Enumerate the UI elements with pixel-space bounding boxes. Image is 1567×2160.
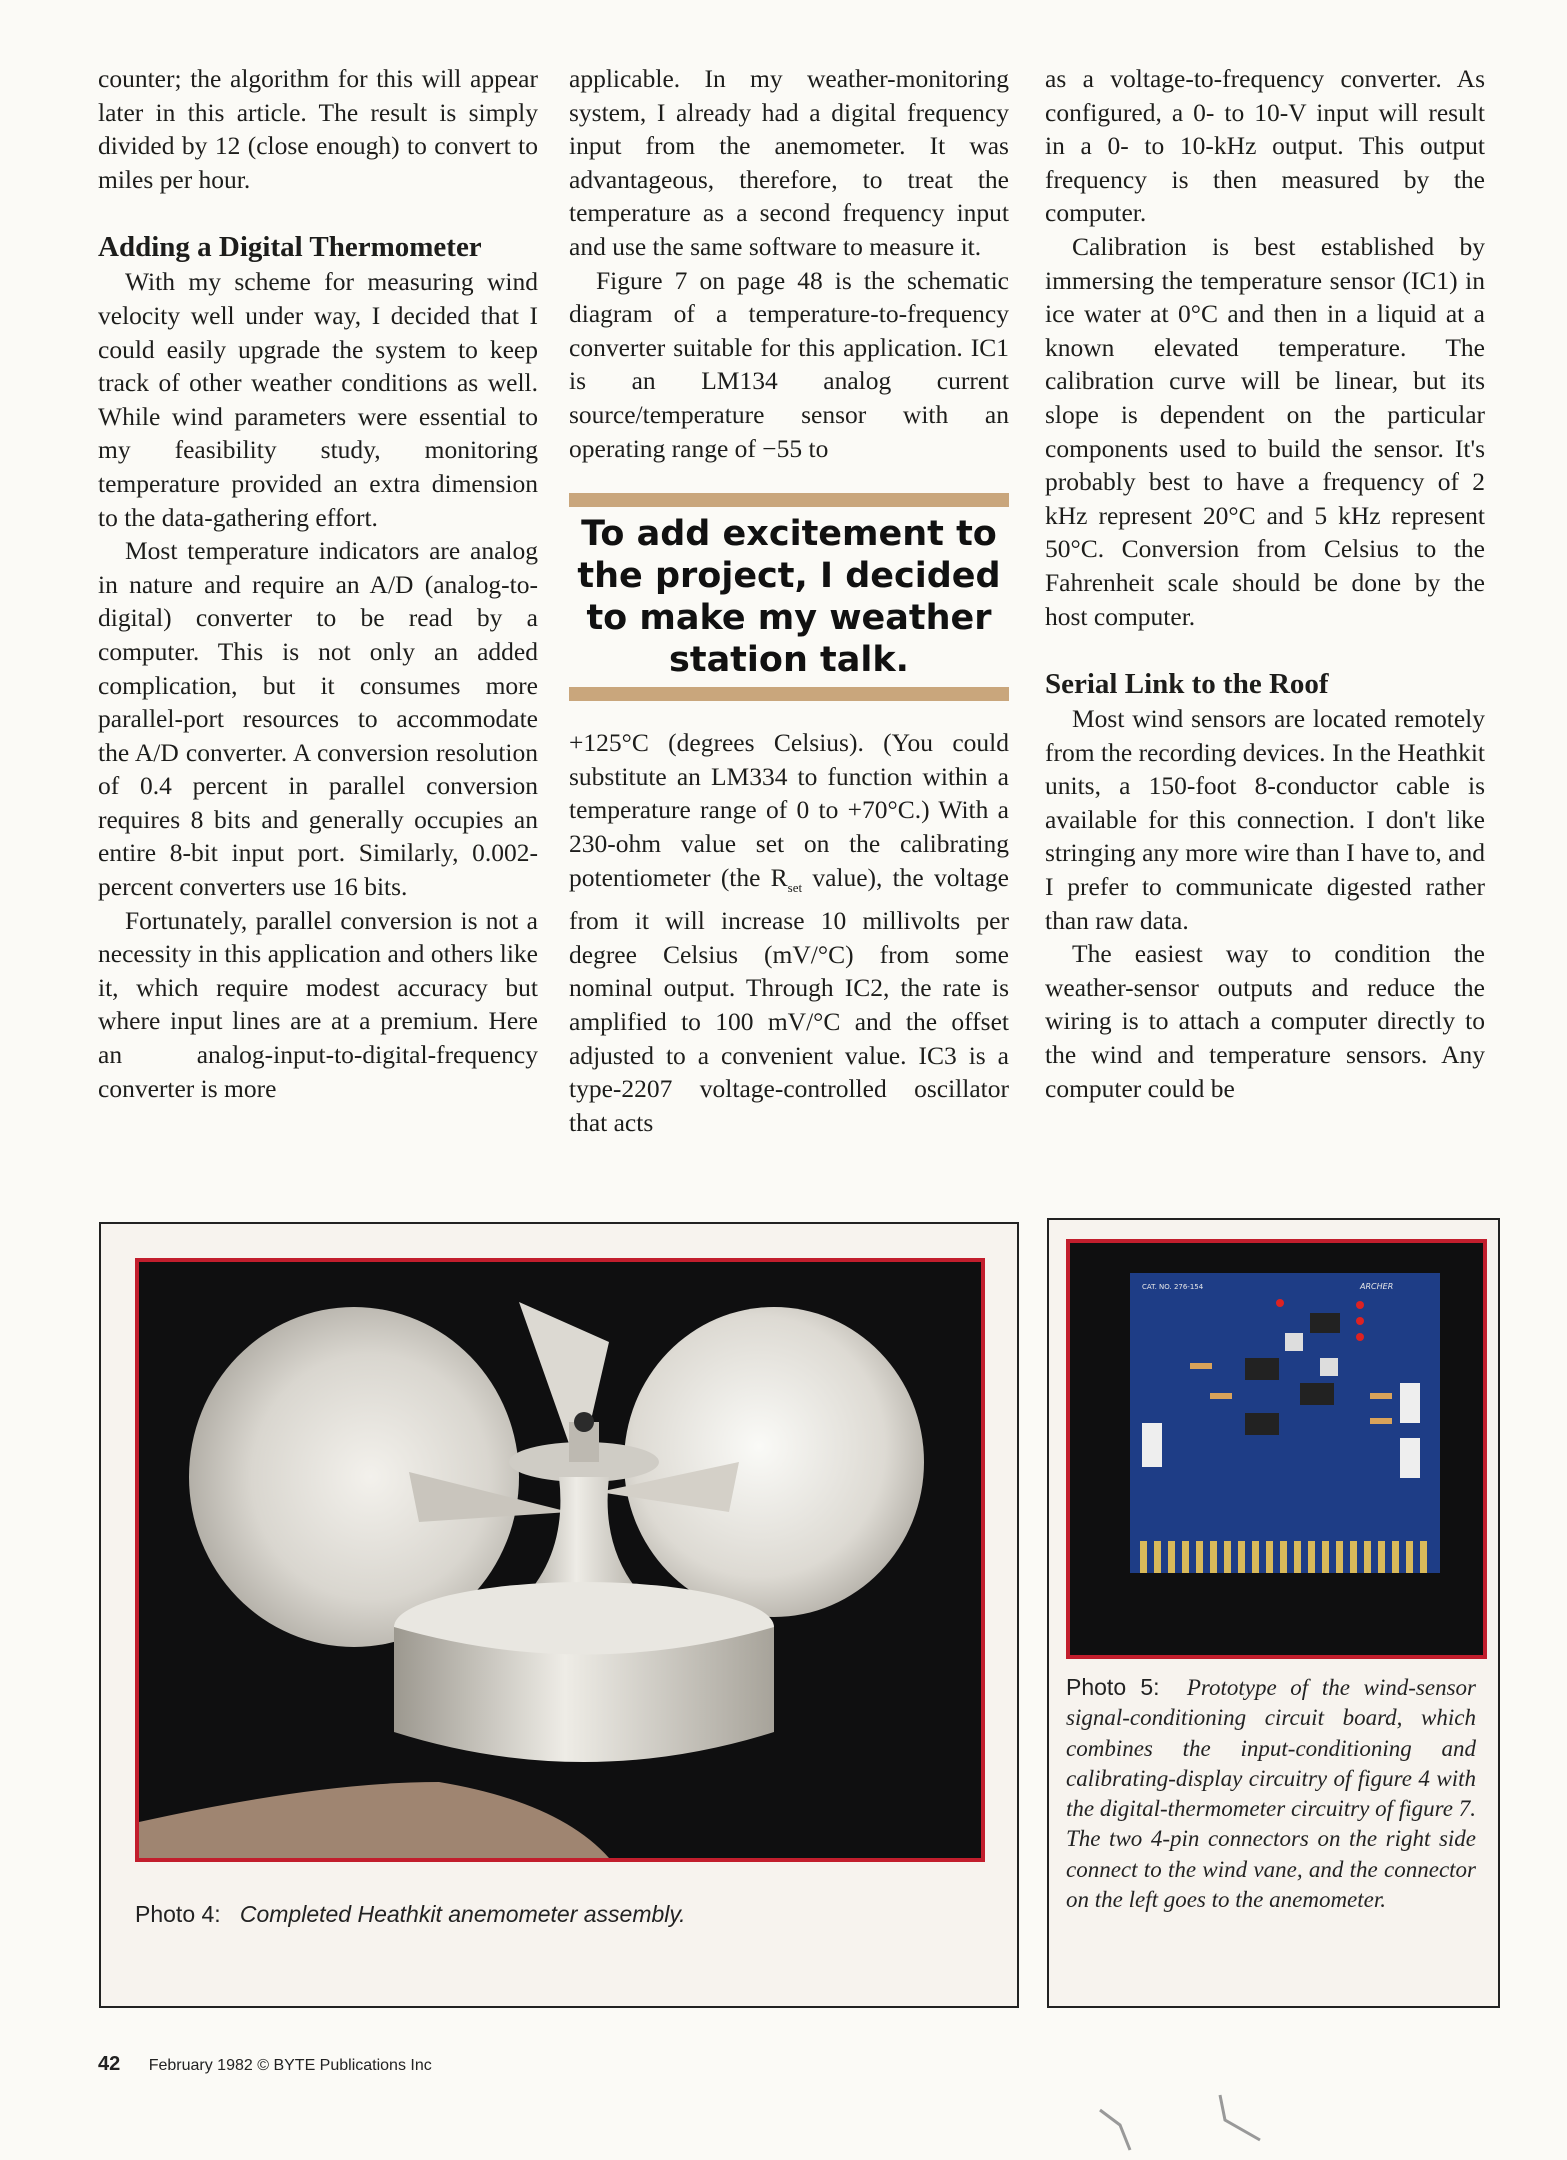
connector-right: [1400, 1383, 1420, 1423]
gold-finger: [1294, 1541, 1301, 1573]
photo-4-label: Photo 4:: [135, 1901, 221, 1927]
resistor: [1210, 1393, 1232, 1399]
photo-5-image: [1066, 1239, 1487, 1659]
hub-nut: [574, 1412, 594, 1432]
circuit-board: [1130, 1273, 1440, 1533]
gold-finger: [1224, 1541, 1231, 1573]
paragraph: With my scheme for measuring wind velocity well under way, I decided that I could easily upgrade the system to keep track of other weather conditions as well. While wind parameters were essential to my feasibility study, monitoring temperature provided an extra dimension to the data-gathering effort.: [98, 267, 538, 532]
pull-quote-line: station talk.: [669, 640, 909, 681]
photo-4-box: [99, 1222, 1019, 2008]
pull-quote-line: to make my weather: [586, 598, 992, 639]
subscript: set: [787, 879, 803, 895]
gold-finger: [1252, 1541, 1259, 1573]
paragraph: Figure 7 on page 48 is the schematic diagram of a temperature-to-frequency converter suitable for this application. IC1 is an LM134 analog current source/temperature sensor with an operating range of −55 to: [569, 265, 1009, 463]
paragraph: applicable. In my weather-monitoring system, I already had a digital frequency input from the anemometer. It was advantageous, therefore, to treat the temperature as a second frequency input and use the same software to measure it.: [569, 64, 1009, 261]
gold-finger: [1210, 1541, 1217, 1573]
gold-finger: [1280, 1541, 1287, 1573]
pull-quote-line: the project, I decided: [577, 556, 1001, 597]
led: [1356, 1301, 1364, 1309]
potentiometer: [1320, 1358, 1338, 1376]
gold-finger: [1238, 1541, 1245, 1573]
paragraph: Most wind sensors are located remotely from the recording devices. In the Heathkit units, a 150-foot 8-conductor cable is available for this connection. I don't like stringing any more wire than I have to, and I prefer to communicate digested rather than raw data.: [1045, 704, 1485, 935]
scuff-mark: [1220, 2095, 1260, 2140]
gold-finger: [1350, 1541, 1357, 1573]
gold-finger: [1140, 1541, 1147, 1573]
pull-quote: [569, 493, 1009, 701]
text-column-2: [569, 62, 1009, 1139]
right-cup: [624, 1307, 924, 1617]
board-catalog-label: CAT. NO. 276-154: [1142, 1283, 1204, 1291]
footer-credit: February 1982 © BYTE Publications Inc: [148, 2057, 432, 2074]
resistor: [1370, 1418, 1392, 1424]
paragraph: Most temperature indicators are analog in nature and require an A/D (analog-to-digital) converter to be read by a computer. This is not only an added complication, but it consumes more parallel-port resources to accommodate the A/D converter. A conversion resolution of 0.4 percent in parallel conversion requires 8 bits and generally occupies an entire 8-bit input port. Similarly, 0.002-percent converters use 16 bits.: [98, 536, 538, 902]
page-footer: [98, 2053, 432, 2076]
gold-finger: [1406, 1541, 1413, 1573]
led: [1356, 1317, 1364, 1325]
section-heading-thermometer: Adding a Digital Thermometer: [98, 231, 482, 264]
photo-5-caption-text: Prototype of the wind-sensor signal-conditioning circuit board, which combines the input-conditioning and calibrating-display circuitry of figure 4 with the digital-thermometer circuitry of figure 7. The two 4-pin connectors on the right side connect to the wind vane, and the connector on the left goes to the anemometer.: [1066, 1675, 1476, 1913]
connector-left: [1142, 1423, 1162, 1467]
photo-4-caption-text: Completed Heathkit anemometer assembly.: [239, 1901, 686, 1927]
ic-chip: [1245, 1413, 1279, 1435]
gold-finger: [1322, 1541, 1329, 1573]
connector-right: [1400, 1438, 1420, 1478]
photo-5-box: [1047, 1218, 1500, 2008]
ic-chip: [1310, 1313, 1340, 1333]
paragraph: counter; the algorithm for this will appear later in this article. The result is simply divided by 12 (close enough) to convert to miles per hour.: [98, 64, 538, 194]
circuit-board-illustration: [1070, 1243, 1483, 1655]
text-column-1: [98, 62, 538, 1105]
page-scuff-marks: [1090, 2090, 1330, 2160]
photo-4-image: [135, 1258, 985, 1862]
resistor: [1370, 1393, 1392, 1399]
page-number: 42: [98, 2053, 121, 2075]
gold-finger: [1392, 1541, 1399, 1573]
gold-finger: [1266, 1541, 1273, 1573]
gold-finger: [1196, 1541, 1203, 1573]
section-heading-serial-link: Serial Link to the Roof: [1045, 668, 1329, 701]
gold-finger: [1364, 1541, 1371, 1573]
ic-chip: [1300, 1383, 1334, 1405]
gold-finger: [1168, 1541, 1175, 1573]
paragraph: Calibration is best established by immersing the temperature sensor (IC1) in ice water at 0°C and then in a liquid at a known elevated temperature. The calibration curve will be linear, but its slope is dependent on the particular components used to build the sensor. It's probably best to have a frequency of 2 kHz represent 20°C and 5 kHz represent 50°C. Conversion from Celsius to the Fahrenheit scale should be done by the host computer.: [1045, 231, 1485, 631]
led: [1356, 1333, 1364, 1341]
board-brand-label: ARCHER: [1360, 1282, 1394, 1291]
paragraph: The easiest way to condition the weather-sensor outputs and reduce the wiring is to attach a computer directly to the wind and temperature sensors. Any computer could be: [1045, 939, 1485, 1103]
anemometer-illustration: [139, 1262, 981, 1858]
paragraph: as a voltage-to-frequency converter. As configured, a 0- to 10-V input will result in a 0- to 10-kHz output. This output frequency is then measured by the computer.: [1045, 64, 1485, 228]
photo-5-caption: [1066, 1672, 1476, 1915]
paragraph-part: value), the voltage from it will increase 10 millivolts per degree Celsius (mV/°C) from some nominal output. Through IC2, the rate is amplified to 100 mV/°C and the offset adjusted to a convenient value. IC3 is a type-2207 voltage-controlled oscillator that acts: [569, 862, 1010, 1137]
resistor: [1190, 1363, 1212, 1369]
led: [1276, 1299, 1284, 1307]
paragraph-part: +125°C (degrees Celsius). (You could substitute an LM334 to function within a temperature range of 0 to +70°C.) With a 230-ohm value set on the calibrating potentiometer (the R: [569, 728, 1009, 892]
gold-finger: [1420, 1541, 1427, 1573]
gold-finger: [1308, 1541, 1315, 1573]
gold-finger: [1154, 1541, 1161, 1573]
gold-finger: [1378, 1541, 1385, 1573]
photo-4-caption: [135, 1899, 686, 1929]
gold-finger: [1336, 1541, 1343, 1573]
potentiometer: [1285, 1333, 1303, 1351]
paragraph: [569, 726, 1009, 1139]
pull-quote-wrapper: [569, 493, 1009, 701]
ic-chip: [1245, 1358, 1279, 1380]
text-column-3: [1045, 62, 1485, 1105]
pull-quote-line: To add excitement to: [581, 514, 997, 555]
paragraph: Fortunately, parallel conversion is not a necessity in this application and others like it, which require modest accuracy but where input lines are at a premium. Here an analog-input-to-digital-frequency converter is more: [98, 905, 538, 1103]
gold-finger: [1182, 1541, 1189, 1573]
scuff-mark: [1100, 2110, 1130, 2150]
photo-5-label: Photo 5:: [1066, 1674, 1160, 1700]
